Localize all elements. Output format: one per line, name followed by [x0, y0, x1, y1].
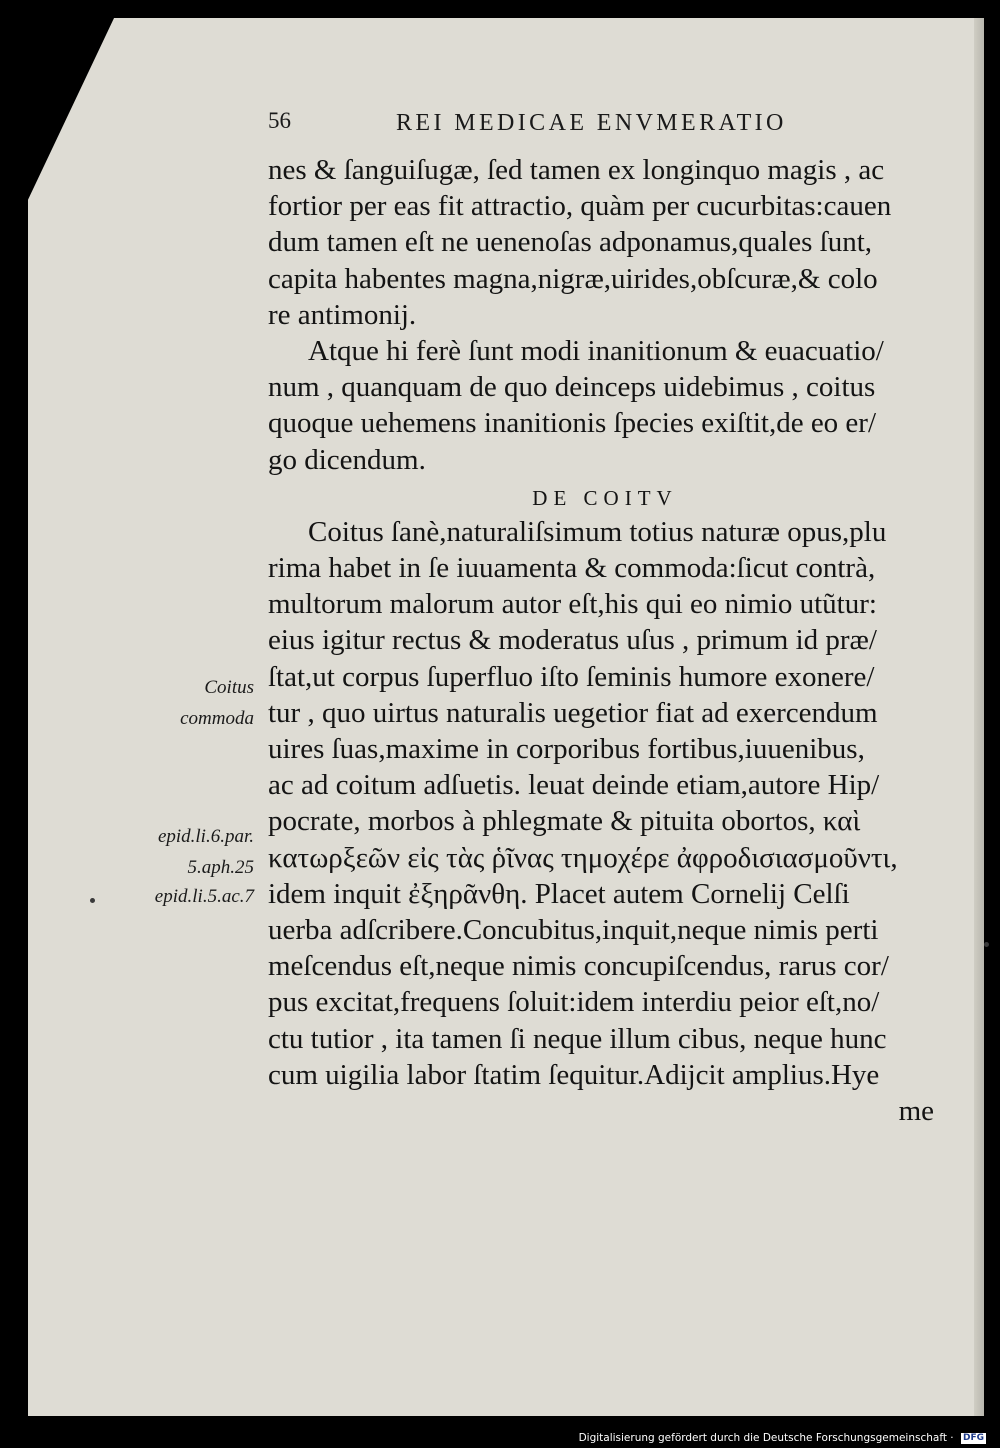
text-line: multorum malorum autor eſt,his qui eo nimio utũtur:	[268, 588, 877, 621]
text-line: capita habentes magna,nigræ,uirides,obſcuræ,& colo	[268, 262, 878, 295]
margin-note-coitus: Coitus	[204, 677, 254, 698]
footer-separator: ·	[950, 1432, 957, 1444]
footer-text: Digitalisierung gefördert durch die Deutsche Forschungsgemeinschaft	[578, 1432, 947, 1444]
page-number: 56	[268, 108, 291, 133]
margin-note-epid6: epid.li.6.par.	[157, 826, 254, 847]
running-head	[268, 104, 928, 144]
ink-speck	[90, 898, 95, 903]
text-line: pocrate, morbos à phlegmate & pituita obortos, καὶ	[268, 805, 861, 838]
text-line: cum uigilia labor ſtatim ſequitur.Adijcit amplius.Hye	[268, 1058, 880, 1091]
text-line: nes & ſanguiſugæ, ſed tamen ex longinquo magis , ac	[268, 154, 885, 186]
text-line: pus excitat,frequens ſoluit:idem interdiu peior eſt,no/	[268, 986, 880, 1019]
text-line: uires ſuas,maxime in corporibus fortibus,iuuenibus,	[268, 733, 865, 765]
text-line: ac ad coitum adſuetis. leuat deinde etiam,autore Hip/	[268, 769, 880, 802]
scan-page-edge	[974, 18, 984, 1416]
text-line: num , quanquam de quo deinceps uidebimus , coitus	[268, 371, 876, 404]
text-line: rima habet in ſe iuuamenta & commoda:ſicut contrà,	[268, 552, 876, 585]
margin-note-aph: 5.aph.25	[187, 857, 254, 878]
section-heading: DE COITV	[532, 485, 678, 510]
dfg-logo-icon: DFG	[962, 1432, 984, 1443]
running-head-title: REI MEDICAE ENVMERATIO	[396, 110, 787, 136]
text-line: re antimonij.	[268, 298, 417, 331]
text-line: Atque hi ferè ſunt modi inanitionum & euacuatio/	[308, 334, 884, 367]
text-line: idem inquit ἐξηρᾶνθη. Placet autem Cornelij Celſi	[268, 877, 850, 910]
text-line: tur , quo uirtus naturalis uegetior fiat ad exercendum	[268, 696, 878, 729]
text-line: uerba adſcribere.Concubitus,inquit,neque nimis perti	[268, 913, 879, 946]
text-line: dum tamen eſt ne uenenoſas adponamus,quales ſunt,	[268, 226, 873, 259]
margin-note-epid5: epid.li.5.ac.7	[154, 886, 254, 907]
text-line: fortior per eas fit attractio, quàm per cucurbitas:cauen	[268, 190, 892, 223]
text-line: ctu tutior , ita tamen ſi neque illum cibus, neque hunc	[268, 1022, 887, 1055]
text-line: eius igitur rectus & moderatus uſus , primum id præ/	[268, 624, 877, 657]
catchword: me	[898, 1094, 934, 1127]
text-block	[268, 152, 934, 1129]
text-line: Coitus ſanè,naturaliſsimum totius naturæ opus,plu	[308, 515, 887, 548]
text-line: quoque uehemens inanitionis ſpecies exiſtit,de eo er/	[268, 407, 877, 440]
ink-speck	[984, 942, 989, 947]
text-line: meſcendus eſt,neque nimis concupiſcendus, rarus cor/	[268, 950, 889, 983]
text-line: go dicendum.	[268, 443, 426, 476]
margin-note-commoda: commoda	[180, 708, 254, 729]
greek-text-line: κατωρξεῶν εἰς τὰς ῥῖνας τημοχέρε ἀφροδισιασμοῦντι,	[268, 841, 898, 874]
digitization-footer	[579, 1432, 986, 1446]
text-line: ſtat,ut corpus ſuperfluo iſto ſeminis humore exonere/	[268, 660, 875, 693]
